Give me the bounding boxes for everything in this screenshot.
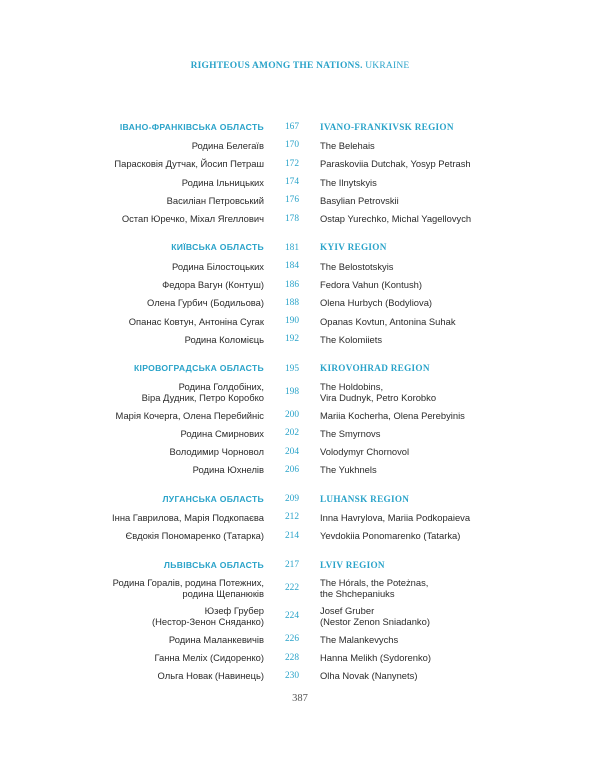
entry-title-en: Olha Novak (Nanynets) [320,670,418,682]
entry-title-en: Mariia Kocherha, Olena Perebyinis [320,409,465,421]
entry-title-uk: Остап Юречко, Міхал Ягеллович [121,213,264,225]
section-heading-row[interactable] [0,360,600,378]
page-ref[interactable]: 167 [284,122,300,133]
entry-title-uk: Ганна Меліх (Сидоренко) [154,652,264,664]
toc-entry-row[interactable] [0,209,600,227]
region-heading-en: IVANO-FRANKIVSK REGION [320,121,454,132]
page-ref[interactable]: 206 [284,464,300,475]
page-ref[interactable]: 186 [284,279,300,290]
entry-title-uk: Родина Ільницьких [181,176,264,188]
toc-entry-row[interactable] [0,406,600,424]
toc-entry-row[interactable] [0,136,600,154]
toc-section [0,490,600,545]
section-heading-row[interactable] [0,490,600,508]
header-title-bold: RIGHTEOUS AMONG THE NATIONS. [190,61,363,71]
page-ref[interactable]: 176 [284,195,300,206]
page-ref[interactable]: 217 [284,560,300,571]
header-title-rest: UKRAINE [365,61,410,71]
section-heading-row[interactable] [0,118,600,136]
page-ref[interactable]: 178 [284,213,300,224]
page-ref[interactable]: 188 [284,297,300,308]
toc-entry-row[interactable] [0,508,600,526]
page-ref[interactable]: 170 [284,140,300,151]
region-heading-uk: ЛЬВІВСЬКА ОБЛАСТЬ [163,559,264,570]
toc-entry-row[interactable] [0,461,600,479]
table-of-contents [0,118,600,696]
region-heading-uk: ІВАНО-ФРАНКІВСЬКА ОБЛАСТЬ [119,121,264,132]
entry-title-uk: Родина Белегаїв [191,139,264,151]
entry-title-en: The Ilnytskyis [320,176,377,188]
toc-section [0,556,600,685]
entry-title-uk: Родина Маланкевичів [168,633,264,645]
entry-title-uk: Опанас Ковтун, Антоніна Сугак [128,315,264,327]
entry-title-en: The Kolomiiets [320,333,383,345]
entry-title-en: Josef Gruber (Nestor Zenon Sniadanko) [320,605,430,628]
entry-title-en: Paraskoviia Dutchak, Yosyp Petrash [320,158,471,170]
entry-title-uk: Парасковія Дутчак, Йосип Петраш [114,158,264,170]
entry-title-uk: Інна Гаврилова, Марія Подкопаєва [112,511,264,523]
toc-entry-row[interactable] [0,527,600,545]
page-ref[interactable]: 202 [284,428,300,439]
running-header [0,61,600,71]
entry-title-en: Hanna Melikh (Sydorenko) [320,652,431,664]
page-ref[interactable]: 230 [284,670,300,681]
page-ref[interactable]: 192 [284,334,300,345]
entry-title-en: The Malankevychs [320,633,399,645]
region-heading-uk: КИЇВСЬКА ОБЛАСТЬ [171,242,264,253]
entry-title-en: The Yukhnels [320,464,377,476]
toc-entry-row[interactable] [0,630,600,648]
entry-title-uk: Василіан Петровський [166,194,264,206]
entry-title-uk: Марія Кочерга, Олена Перебийніс [115,409,264,421]
toc-entry-row[interactable] [0,378,600,406]
entry-title-uk: Володимир Чорновол [169,446,264,458]
region-heading-en: LVIV REGION [320,559,385,570]
entry-title-uk: Євдокія Пономаренко (Татарка) [125,530,264,542]
page-ref[interactable]: 174 [284,177,300,188]
entry-title-en: Inna Havrylova, Mariia Podkopaieva [320,511,471,523]
page-ref[interactable]: 212 [284,512,300,523]
entry-title-uk: Родина Юхнелів [192,464,264,476]
toc-section [0,360,600,479]
toc-section [0,118,600,228]
page-ref[interactable]: 184 [284,261,300,272]
page-ref[interactable]: 209 [284,494,300,505]
region-heading-uk: ЛУГАНСЬКА ОБЛАСТЬ [162,493,264,504]
entry-title-uk: Ольга Новак (Навинець) [157,670,264,682]
toc-entry-row[interactable] [0,442,600,460]
toc-entry-row[interactable] [0,312,600,330]
region-heading-uk: КІРОВОГРАДСЬКА ОБЛАСТЬ [133,363,264,374]
region-heading-en: LUHANSK REGION [320,493,410,504]
entry-title-uk: Юзеф Грубер (Нестор-Зенон Сняданко) [151,605,264,628]
page-ref[interactable]: 204 [284,446,300,457]
entry-title-uk: Олена Гурбич (Бодильова) [147,297,264,309]
page-ref[interactable]: 200 [284,410,300,420]
entry-title-uk: Родина Смирнових [180,427,264,439]
toc-entry-row[interactable] [0,257,600,275]
entry-title-en: The Belostotskyis [320,260,394,272]
entry-title-uk: Родина Білостоцьких [172,260,264,272]
section-heading-row[interactable] [0,556,600,574]
toc-entry-row[interactable] [0,602,600,630]
page-ref[interactable]: 222 [284,583,300,594]
entry-title-uk: Родина Горалів, родина Потежних, родина Щепанюків [112,577,264,600]
entry-title-en: The Smyrnovs [320,427,381,439]
page-ref[interactable]: 190 [284,316,300,327]
toc-entry-row[interactable] [0,173,600,191]
page-ref[interactable]: 195 [284,363,300,374]
entry-title-en: Volodymyr Chornovol [320,446,410,458]
toc-entry-row[interactable] [0,667,600,685]
entry-title-uk: Родина Коломієць [184,333,264,345]
page-ref[interactable]: 214 [284,530,300,541]
entry-title-en: Olena Hurbych (Bodyliova) [320,297,433,309]
section-heading-row[interactable] [0,239,600,257]
entry-title-en: The Belehais [320,139,375,151]
toc-entry-row[interactable] [0,424,600,442]
entry-title-uk: Федора Вагун (Контуш) [162,279,264,291]
region-heading-en: KYIV REGION [320,242,387,253]
entry-title-en: The Holdobins, Vira Dudnyk, Petro Korobko [320,380,437,403]
page-ref[interactable]: 172 [284,158,300,169]
entry-title-uk: Родина Голдобіних, Віра Дудник, Петро Коробко [141,380,264,403]
page-ref[interactable]: 198 [284,386,300,397]
toc-section [0,239,600,349]
entry-title-en: Opanas Kovtun, Antonina Suhak [320,315,456,327]
page-ref[interactable]: 228 [284,652,300,663]
entry-title-en: Ostap Yurechko, Michal Yagellovych [320,213,472,225]
page-number: 387 [292,693,308,704]
region-heading-en: KIROVOHRAD REGION [320,363,430,374]
toc-entry-row[interactable] [0,275,600,293]
page-ref[interactable]: 181 [284,242,300,253]
toc-entry-row[interactable] [0,191,600,209]
entry-title-en: Yevdokiia Ponomarenko (Tatarka) [320,530,461,542]
toc-entry-row[interactable] [0,294,600,312]
page-ref[interactable]: 224 [284,611,300,622]
toc-entry-row[interactable] [0,574,600,602]
toc-entry-row[interactable] [0,155,600,173]
entry-title-en: Basylian Petrovskii [320,194,399,206]
entry-title-en: Fedora Vahun (Kontush) [320,279,422,291]
toc-entry-row[interactable] [0,649,600,667]
entry-title-en: The Hórals, the Poteżnas, the Shchepaniuks [320,577,429,600]
page-ref[interactable]: 226 [284,634,300,645]
toc-entry-row[interactable] [0,330,600,348]
